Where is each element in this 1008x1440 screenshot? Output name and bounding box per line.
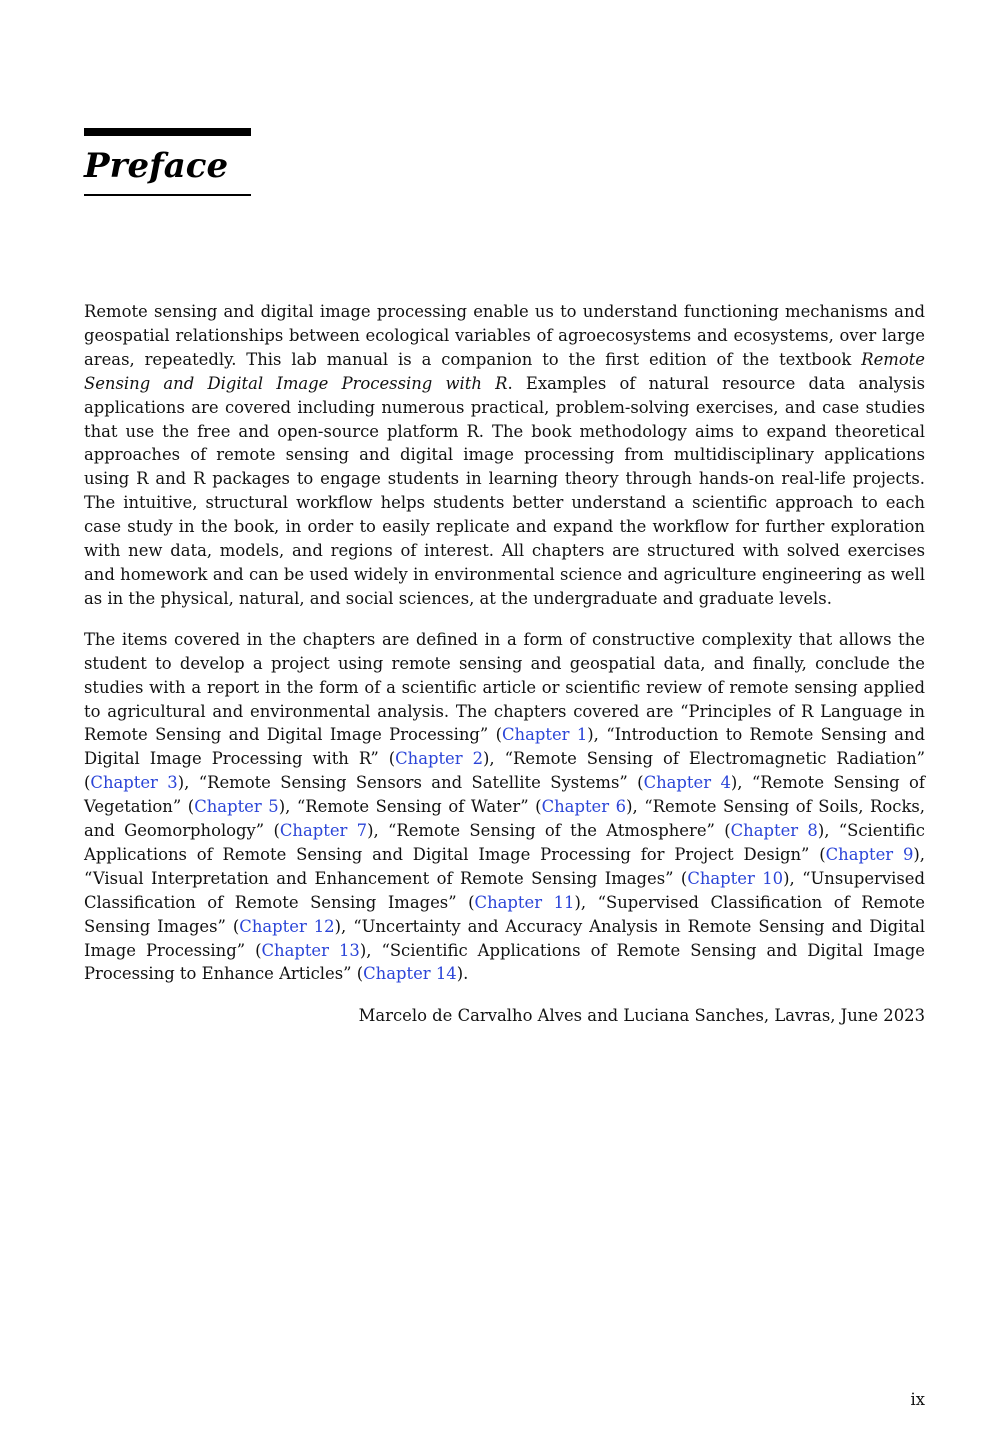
chapter-title: “Remote Sensing of Vegetation” ( bbox=[84, 773, 925, 817]
chapter-link-13[interactable]: Chapter 13 bbox=[261, 940, 360, 960]
chapter-title: “Unsupervised Classification of Remote Sensing Images” ( bbox=[84, 868, 925, 912]
chapter-separator: ), bbox=[574, 892, 598, 912]
title-block bbox=[84, 128, 251, 196]
chapter-separator: ), bbox=[913, 844, 925, 864]
title-top-bar bbox=[84, 128, 251, 136]
chapter-separator: ), bbox=[626, 797, 645, 817]
paragraph-1 bbox=[84, 300, 925, 611]
signature: Marcelo de Carvalho Alves and Luciana Sanches, Lavras, June 2023 bbox=[358, 1006, 925, 1025]
chapter-title: “Remote Sensing Sensors and Satellite Systems” ( bbox=[198, 773, 644, 793]
chapter-link-8[interactable]: Chapter 8 bbox=[730, 821, 818, 841]
paragraph-2 bbox=[84, 628, 925, 987]
chapter-title: “Scientific Applications of Remote Sensing and Digital Image Processing to Enhance Articles” ( bbox=[84, 940, 925, 984]
chapter-link-12[interactable]: Chapter 12 bbox=[239, 916, 335, 936]
chapter-link-2[interactable]: Chapter 2 bbox=[395, 749, 484, 769]
chapter-link-14[interactable]: Chapter 14 bbox=[363, 964, 457, 984]
chapter-separator: ), bbox=[587, 725, 607, 745]
chapter-title: “Remote Sensing of the Atmosphere” ( bbox=[388, 821, 731, 841]
chapter-title: “Scientific Applications of Remote Sensing and Digital Image Processing for Project Design” ( bbox=[84, 821, 925, 864]
paragraph-1-text-a: Remote sensing and digital image processing enable us to understand functioning mechanisms and geospatial relationships between ecological variables of agroecosystems and ecosystems, over large areas, repeatedly. This lab manual is a companion to the first edition of the textbook bbox=[84, 302, 925, 369]
page-number: ix bbox=[910, 1390, 925, 1409]
preface-body bbox=[84, 300, 925, 986]
chapter-separator: ), bbox=[278, 797, 297, 817]
chapter-separator: ), bbox=[334, 916, 354, 936]
chapter-title: “Remote Sensing of Soils, Rocks, and Geomorphology” ( bbox=[84, 797, 925, 841]
chapter-separator: ). bbox=[456, 964, 469, 984]
chapter-link-9[interactable]: Chapter 9 bbox=[825, 844, 914, 864]
chapter-separator: ), bbox=[177, 773, 199, 793]
chapter-separator: ), bbox=[730, 773, 752, 793]
chapter-title: “Supervised Classification of Remote Sensing Images” ( bbox=[84, 892, 925, 936]
chapter-link-6[interactable]: Chapter 6 bbox=[541, 797, 627, 817]
chapter-link-10[interactable]: Chapter 10 bbox=[687, 868, 784, 888]
chapter-title: “Introduction to Remote Sensing and Digital Image Processing with R” ( bbox=[84, 725, 925, 769]
chapter-separator: ), bbox=[783, 868, 803, 888]
chapter-link-4[interactable]: Chapter 4 bbox=[643, 773, 731, 793]
paragraph-2-intro: The items covered in the chapters are defined in a form of constructive complexity that allows the student to develop a project using remote sensing and geospatial data, and finally, conclude the studies with a report in the form of a scientific article or scientific review of remote sensing applied to agricultural and environmental analysis. The chapters covered are bbox=[84, 629, 925, 721]
chapter-link-7[interactable]: Chapter 7 bbox=[279, 821, 368, 841]
title-underline bbox=[84, 194, 251, 196]
book-title: Remote Sensing and Digital Image Processing with R bbox=[84, 349, 925, 393]
paragraph-1-text-b: . Examples of natural resource data analysis applications are covered including numerous practical, problem-solving exercises, and case studies that use the free and open-source platform R. The book methodology aims to expand theoretical approaches of remote sensing and digital image processing from multidisciplinary applications using R and R packages to engage students in learning theory through hands-on real-life projects. The intuitive, structural workflow helps students better understand a scientific approach to each case study in the book, in order to easily replicate and expand the workflow for further exploration with new data, models, and regions of interest. All chapters are structured with solved exercises and homework and can be used widely in environmental science and agriculture engineering as well as in the physical, natural, and social sciences, at the undergraduate and graduate levels. bbox=[84, 373, 925, 608]
chapter-link-5[interactable]: Chapter 5 bbox=[194, 797, 279, 817]
chapter-link-3[interactable]: Chapter 3 bbox=[90, 773, 178, 793]
chapter-separator: ), bbox=[483, 749, 505, 769]
chapter-title: “Principles of R Language in Remote Sensing and Digital Image Processing” ( bbox=[84, 701, 925, 745]
page-title: Preface bbox=[84, 146, 229, 186]
chapter-separator: ), bbox=[817, 821, 839, 841]
chapter-title: “Visual Interpretation and Enhancement of Remote Sensing Images” ( bbox=[84, 868, 688, 888]
chapter-title: “Remote Sensing of Electromagnetic Radiation” ( bbox=[84, 749, 926, 793]
chapter-separator: ), bbox=[359, 940, 382, 960]
chapter-link-11[interactable]: Chapter 11 bbox=[474, 892, 575, 912]
chapter-title: “Remote Sensing of Water” ( bbox=[296, 797, 542, 817]
chapter-title: “Uncertainty and Accuracy Analysis in Remote Sensing and Digital Image Processing” ( bbox=[84, 916, 925, 960]
chapter-link-1[interactable]: Chapter 1 bbox=[502, 725, 588, 745]
chapter-separator: ), bbox=[367, 821, 389, 841]
